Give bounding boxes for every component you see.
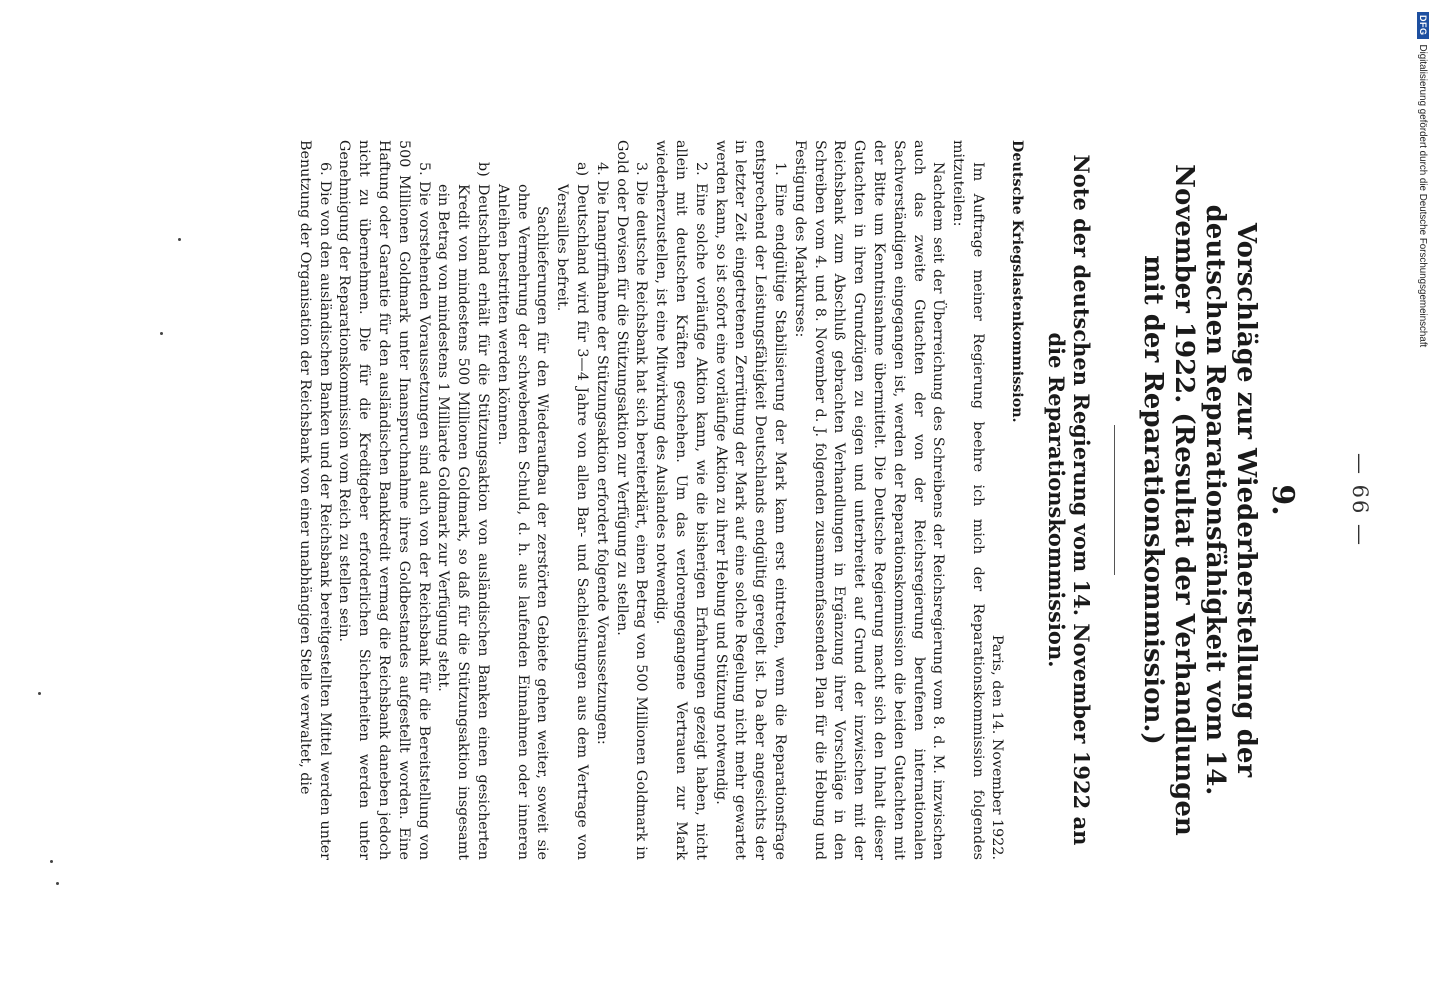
paragraph: 1. Eine endgültige Stabilisierung der Mark kann erst eintreten, wenn die Reparationsfrage entsprechend der Leistungsfähigkeit Deutschlands endgültig geregelt ist. Da aber angesichts der in letzter Zeit eingetretenen Zerrüttung der Mark auf eine solche Regelung nicht mehr gewartet werden kann, so ist sofort eine vorläufige Aktion zu ihrer Hebung und Stützung notwendig. xyxy=(712,140,789,860)
letter-body xyxy=(294,140,987,860)
scan-speck xyxy=(178,238,181,241)
section-title: Vorschläge zur Wiederherstellung der deutschen Reparationsfähigkeit vom 14. November 1922. (Resultat der Verhandlungen mit der Reparationskommission.) xyxy=(1138,164,1261,836)
digitization-credit xyxy=(1412,12,1434,392)
scan-speck xyxy=(56,882,59,885)
section-number: 9. xyxy=(1265,484,1300,516)
paragraph: Nachdem seit der Überreichung des Schreibens der Reichsregierung vom 8. d. M. inzwischen auch das zweite Gutachten der von der Reichsregierung berufenen internationalen Sachverständigen eingegangen ist, werden der Reparationskommission die beiden Gutachten mit der Bitte um Kenntnisnahme übermittelt. Die Deutsche Regierung macht sich den Inhalt dieser Gutachten in ihren Grundzügen zu eigen und unterbreitet auf Grund der inzwischen mit der Reichsbank zum Abschluß gebrachten Verhandlungen in Ergänzung ihrer Vorschläge in den Schreiben vom 4. und 8. November d. J. folgenden zusammenfassenden Plan für die Hebung und Festigung des Markkurses: xyxy=(791,140,947,860)
dfg-logo-icon: DFG xyxy=(1417,12,1429,39)
list-item-a-continuation: Sachlieferungen für den Wiederaufbau der zerstörten Gebiete gehen weiter, soweit sie ohne Vermehrung der schwebenden Schuld, d. h. aus laufenden Einnahmen oder inneren Anleihen bestritten werden können. xyxy=(494,184,551,860)
paragraph: 3. Die deutsche Reichsbank hat sich bereiterklärt, einen Betrag von 500 Millionen Goldmark in Gold oder Devisen für die Stützungsaktion zur Verfügung zu stellen. xyxy=(613,140,650,860)
scan-speck xyxy=(38,692,41,695)
list-item-b xyxy=(433,140,492,860)
paragraph: 4. Die Inangriffnahme der Stützungsaktion erfordert folgende Voraussetzungen: xyxy=(593,162,610,745)
scan-speck xyxy=(160,332,163,335)
separator-rule xyxy=(1114,425,1115,575)
address-block xyxy=(987,140,1026,860)
paragraph: Im Auftrage meiner Regierung beehre ich mich der Reparationskommission folgendes mitzuteilen: xyxy=(950,140,986,860)
list-label-b: b) xyxy=(475,162,492,177)
scan-speck xyxy=(50,860,53,863)
credit-line xyxy=(1412,12,1434,392)
note-heading: Note der deutschen Regierung vom 14. November 1922 an die Reparationskommission. xyxy=(1044,154,1094,846)
page-content xyxy=(72,140,1372,860)
page-number: — 66 — xyxy=(1348,452,1372,548)
paragraph: 5. Die vorstehenden Voraussetzungen sind auch von der Reichsbank für die Bereitstellung von 500 Millionen Goldmark unter Inanspruchnahme ihres Goldbestandes aufgestellt worden. Eine Haftung oder Garantie für den ausländischen Bankkredit vermag die Reichsbank daneben jedoch nicht zu übernehmen. Die für die Kreditgeber erforderlichen Sicherheiten werden unter Genehmigung der Reparationskommission vom Reich zu stellen sein. xyxy=(336,140,432,860)
addressee: Deutsche Kriegslastenkommission. xyxy=(1009,140,1025,423)
list-item-a xyxy=(551,140,591,860)
dateline: Paris, den 14. November 1922. xyxy=(989,634,1005,860)
paragraph: 2. Eine solche vorläufige Aktion kann, wie die bisherigen Erfahrungen gezeigt haben, nicht allein mit deutschen Kräften geschehen. Um das verlorengegangene Vertrauen zur Mark wiederherzustellen, ist eine Mitwirkung des Auslandes notwendig. xyxy=(653,140,709,860)
paragraph: 6. Die von den ausländischen Banken und der Reichsbank bereitgestellten Mittel werden unter Benutzung der Organisation der Reichsbank von einer unabhängigen Stelle verwaltet, die xyxy=(296,140,333,860)
list-text-a: Deutschland wird für 3—4 Jahre von allen Bar- und Sachleistungen aus dem Vertrage von Versailles befreit. xyxy=(554,184,591,860)
credit-text: Digitalisierung gefördert durch die Deutsche Forschungsgemeinschaft xyxy=(1417,44,1429,348)
list-text-b: Deutschland erhält für die Stützungsaktion von ausländischen Banken einen gesicherten Kredit von mindestens 500 Millionen Goldmark, so daß für die Stützungsaktion insgesamt ein Betrag von mindestens 1 Milliarde Goldmark zur Verfügung steht. xyxy=(435,184,492,860)
list-label-a: a) xyxy=(574,162,591,177)
